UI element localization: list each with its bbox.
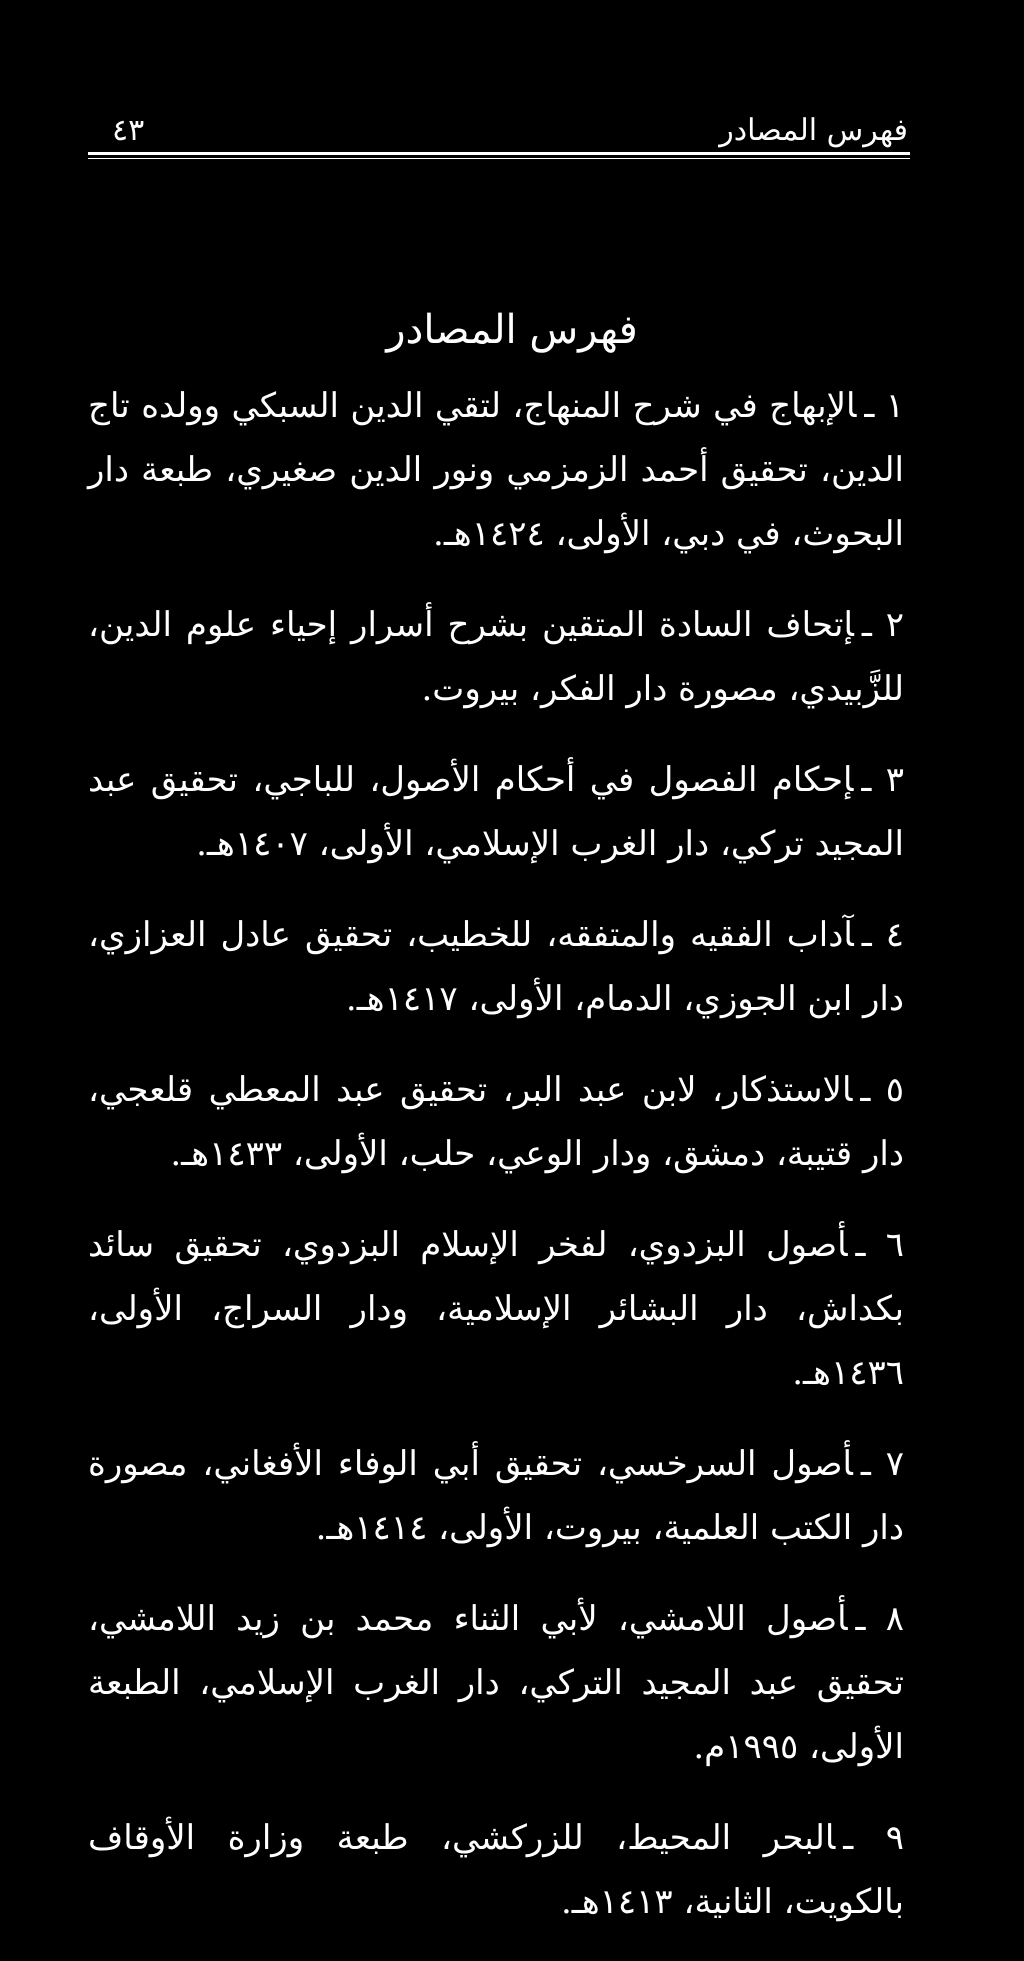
bibliography-entry <box>88 748 904 876</box>
bibliography-list <box>88 374 904 1961</box>
entry-number: ٣ ـ <box>861 760 904 800</box>
entry-number: ١ ـ <box>864 386 904 426</box>
entry-number: ٧ ـ <box>860 1444 904 1484</box>
entry-number: ٩ ـ <box>843 1818 904 1858</box>
header-rule-thin <box>88 158 910 159</box>
bibliography-entry <box>88 1587 904 1779</box>
entry-number: ٦ ـ <box>855 1225 904 1265</box>
bibliography-entry <box>88 903 904 1031</box>
bibliography-entry <box>88 1213 904 1405</box>
page-title: فهرس المصادر <box>386 307 638 353</box>
bibliography-entry <box>88 1806 904 1934</box>
running-header-title: فهرس المصادر <box>719 113 908 148</box>
page-number: ٤٣ <box>112 113 145 148</box>
entry-text: أصول البزدوي، لفخر الإسلام البزدوي، تحقيق سائد بكداش، دار البشائر الإسلامية، ودار السراج، الأولى، ١٤٣٦هـ. <box>88 1225 904 1393</box>
entry-number: ٥ ـ <box>860 1070 904 1110</box>
entry-number: ٤ ـ <box>861 915 904 955</box>
bibliography-entry <box>88 374 904 566</box>
entry-text: أصول السرخسي، تحقيق أبي الوفاء الأفغاني، مصورة دار الكتب العلمية، بيروت، الأولى، ١٤١٤هـ. <box>88 1444 904 1548</box>
entry-number: ٢ ـ <box>861 605 904 645</box>
entry-text: إحكام الفصول في أحكام الأصول، للباجي، تحقيق عبد المجيد تركي، دار الغرب الإسلامي، الأولى، ١٤٠٧هـ. <box>88 760 904 864</box>
page-header <box>112 106 908 156</box>
entry-text: البحر المحيط، للزركشي، طبعة وزارة الأوقاف بالكويت، الثانية، ١٤١٣هـ. <box>88 1818 904 1922</box>
bibliography-entry <box>88 593 904 721</box>
entry-number: ٨ ـ <box>855 1599 904 1639</box>
entry-text: الاستذكار، لابن عبد البر، تحقيق عبد المعطي قلعجي، دار قتيبة، دمشق، ودار الوعي، حلب، الأولى، ١٤٣٣هـ. <box>88 1070 904 1174</box>
entry-text: آداب الفقيه والمتفقه، للخطيب، تحقيق عادل العزازي، دار ابن الجوزي، الدمام، الأولى، ١٤١٧هـ. <box>88 915 904 1019</box>
entry-text: الإبهاج في شرح المنهاج، لتقي الدين السبكي وولده تاج الدين، تحقيق أحمد الزمزمي ونور الدين صغيري، طبعة دار البحوث، في دبي، الأولى، ١٤٢٤هـ. <box>88 386 904 554</box>
entry-text: أصول اللامشي، لأبي الثناء محمد بن زيد اللامشي، تحقيق عبد المجيد التركي، دار الغرب الإسلامي، الطبعة الأولى، ١٩٩٥م. <box>88 1599 904 1767</box>
entry-text: إتحاف السادة المتقين بشرح أسرار إحياء علوم الدين، للزَّبيدي، مصورة دار الفكر، بيروت. <box>88 605 904 709</box>
bibliography-entry <box>88 1432 904 1560</box>
header-rule-thick <box>88 152 910 155</box>
header-rule <box>88 152 910 160</box>
bibliography-entry <box>88 1058 904 1186</box>
